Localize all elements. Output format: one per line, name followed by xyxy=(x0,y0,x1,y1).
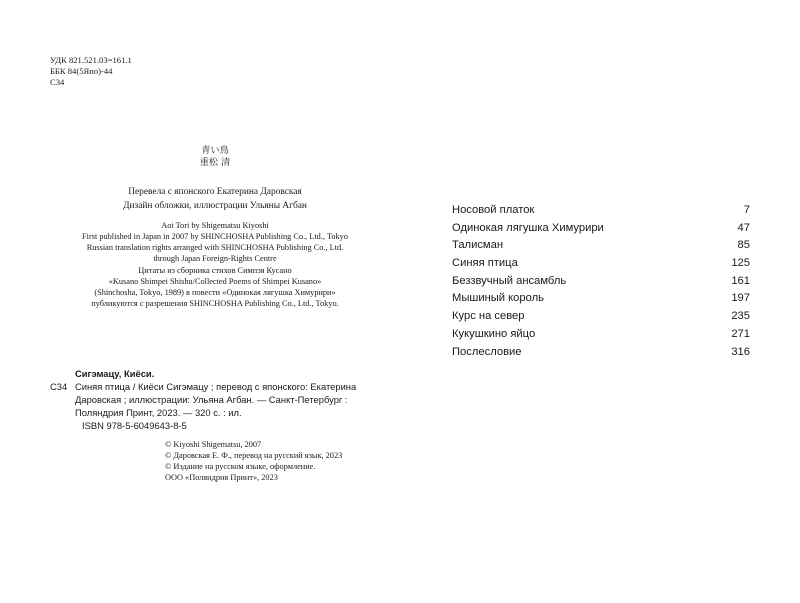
rights-line: Russian translation rights arranged with SHINCHOSHA Publishing Co., Ltd. xyxy=(86,243,344,252)
toc-item-title: Курс на север xyxy=(452,310,525,323)
toc-item[interactable] xyxy=(452,202,750,220)
toc-item[interactable] xyxy=(452,344,750,362)
toc-item-title: Синяя птица xyxy=(452,257,518,270)
toc-item[interactable] xyxy=(452,273,750,291)
record-code: С34 xyxy=(50,381,68,392)
copyright-line: © Kiyoshi Shigematsu, 2007 xyxy=(165,440,262,449)
toc-item-page: 7 xyxy=(743,204,750,216)
record-description: Синяя птица / Киёси Сигэмацу ; перевод с японского: Екатерина Даровская ; иллюстрации: Ульяна Агбан. — Санкт-Петербург : Поляндрия Принт, 2023. — 320 с. : ил. xyxy=(75,381,357,418)
quotes-line: (Shinchosha, Tokyo, 1989) в повести «Одинокая лягушка Химурири» xyxy=(94,288,336,297)
toc-item[interactable] xyxy=(452,220,750,238)
isbn: ISBN 978-5-6049643-8-5 xyxy=(82,420,187,431)
copyright-line: © Даровская Е. Ф., перевод на русский язык, 2023 xyxy=(165,451,343,460)
toc-item-page: 271 xyxy=(731,327,750,340)
toc-item-page: 85 xyxy=(737,239,750,252)
quotes-notice xyxy=(60,265,370,309)
toc-item-title: Кукушкино яйцо xyxy=(452,327,536,340)
original-author: 重松 清 xyxy=(199,157,231,168)
credits xyxy=(90,185,340,213)
udk-code: УДК 821.521.03=161.1 xyxy=(50,55,132,65)
record-author: Сигэмацу, Киёси. xyxy=(75,368,155,379)
toc-item-page: 47 xyxy=(737,221,750,234)
quotes-line: Цитаты из сборника стихов Симпэя Кусано xyxy=(138,266,292,275)
rights-line: through Japan Foreign-Rights Centre xyxy=(153,254,277,263)
toc-item-title: Носовой платок xyxy=(452,204,535,216)
rights-line: First published in Japan in 2007 by SHINCHOSHA Publishing Co., Ltd., Tokyo xyxy=(82,232,348,241)
toc-item-page: 316 xyxy=(731,345,750,358)
original-title: 青い鳥 xyxy=(201,145,229,156)
toc-item[interactable] xyxy=(452,308,750,326)
copyright-line: © Издание на русском языке, оформление. xyxy=(165,462,316,471)
record-body xyxy=(50,380,380,419)
toc-item-page: 125 xyxy=(731,257,750,270)
author-mark: С34 xyxy=(50,77,65,88)
table-of-contents xyxy=(452,202,750,361)
toc-item-title: Послесловие xyxy=(452,345,522,358)
toc-item-title: Талисман xyxy=(452,239,504,252)
quotes-line: публикуются с разрешения SHINCHOSHA Publishing Co., Ltd., Tokyo. xyxy=(91,299,339,308)
copyright-notice xyxy=(165,439,342,483)
toc-item[interactable] xyxy=(452,237,750,255)
toc-item-title: Мышиный король xyxy=(452,292,544,305)
quotes-line: «Kusano Shimpei Shishu/Collected Poems of Shimpei Kusano» xyxy=(108,277,322,286)
toc-item-page: 197 xyxy=(731,292,750,305)
rights-line: Aoi Tori by Shigematsu Kiyoshi xyxy=(161,221,269,230)
designer-credit: Дизайн обложки, иллюстрации Ульяны Агбан xyxy=(123,201,307,211)
translator-credit: Перевела с японского Екатерина Даровская xyxy=(128,187,302,197)
toc-item[interactable] xyxy=(452,326,750,344)
rights-notice xyxy=(60,220,370,264)
toc-item[interactable] xyxy=(452,255,750,273)
toc-item-title: Беззвучный ансамбль xyxy=(452,274,567,287)
toc-item[interactable] xyxy=(452,290,750,308)
toc-item-page: 235 xyxy=(731,310,750,323)
toc-item-title: Одинокая лягушка Химурири xyxy=(452,221,604,234)
bibliographic-record xyxy=(50,367,380,432)
copyright-line: ООО «Поляндрия Принт», 2023 xyxy=(165,473,278,482)
toc-item-page: 161 xyxy=(731,274,750,287)
bbk-code: ББК 84(5Япо)-44 xyxy=(50,66,113,77)
classification-codes xyxy=(50,55,132,89)
